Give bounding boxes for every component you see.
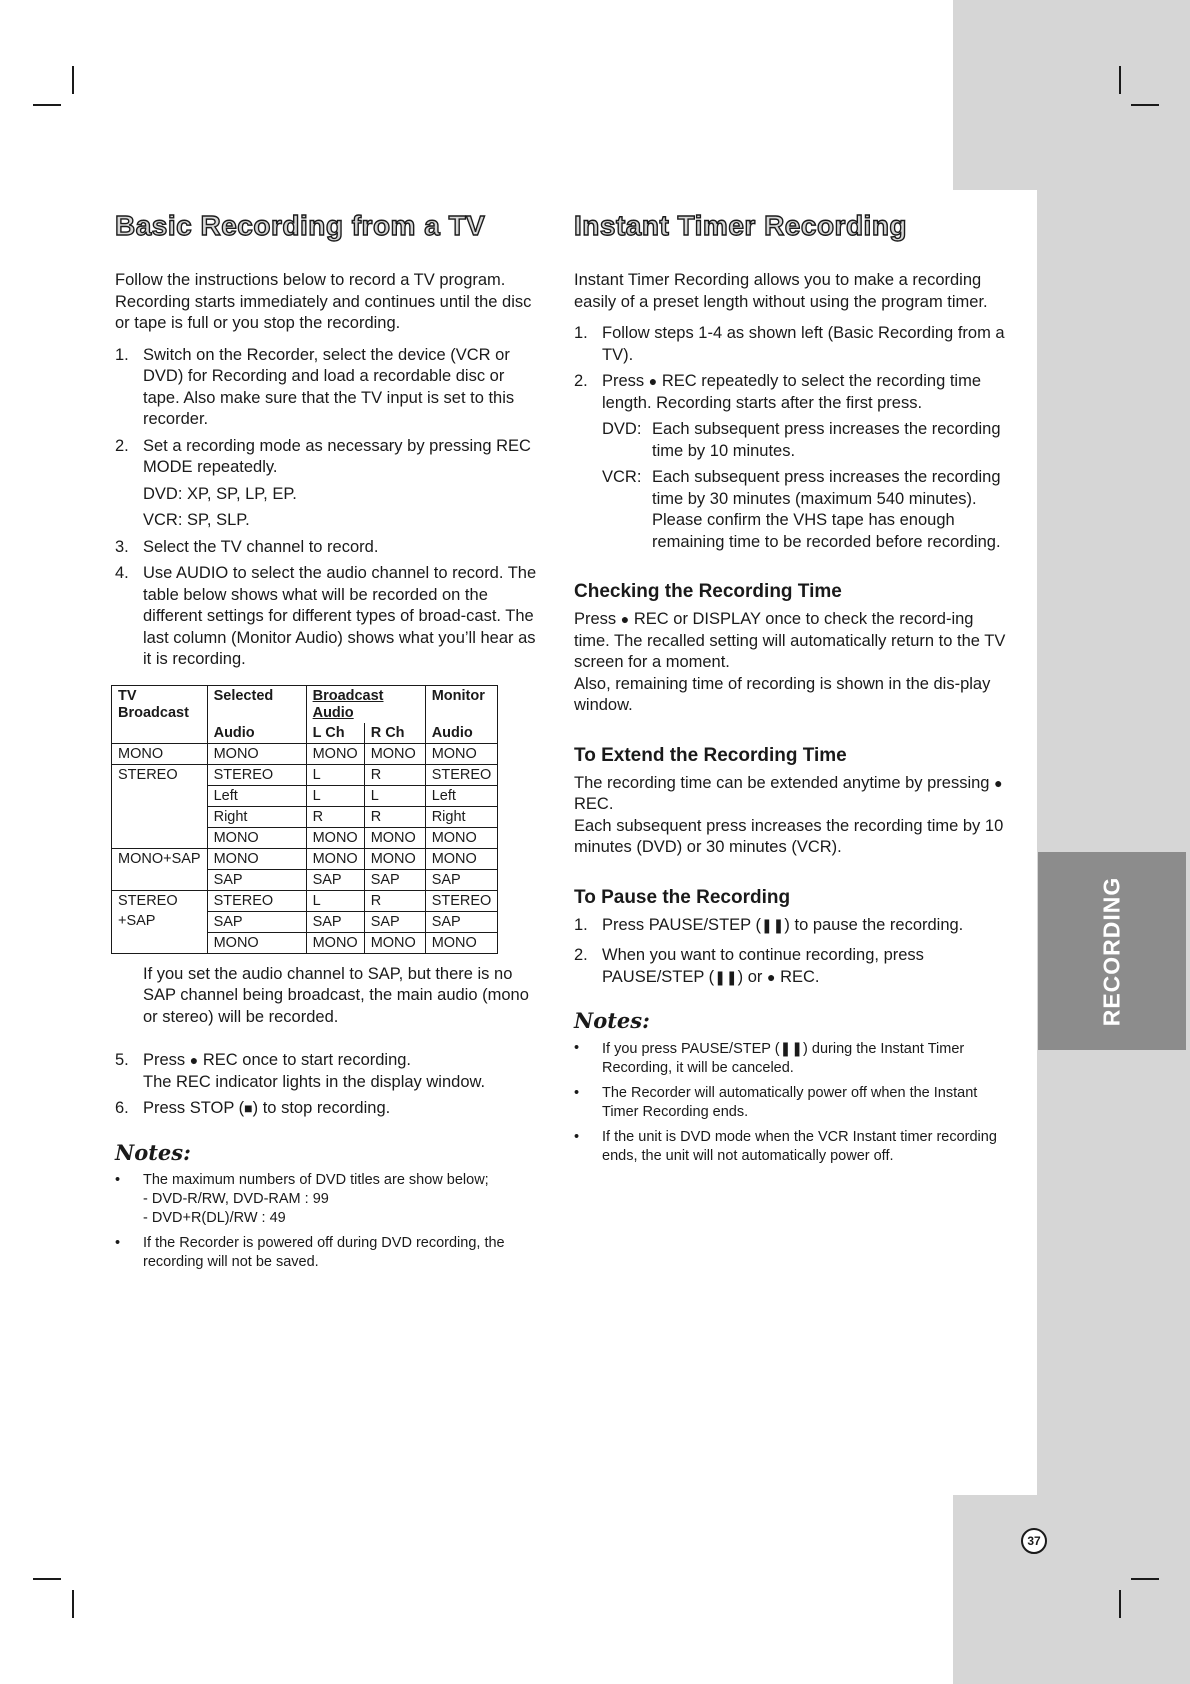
note-text: The maximum numbers of DVD titles are show below; — [143, 1171, 489, 1188]
table-header: Audio — [207, 723, 306, 744]
step-number: 1. — [115, 345, 129, 364]
step-text: Use AUDIO to select the audio channel to record. The table below shows what will be recorded on the different settings for different types of broad-cast. The last column (Monitor Audio) shows what you’ll hear as it is recording. — [143, 564, 537, 668]
table-cell: STEREO — [112, 890, 208, 911]
table-cell: L — [364, 785, 425, 806]
sidebar-band — [1037, 190, 1190, 1495]
table-cell — [112, 785, 208, 806]
text-part: REC. — [574, 795, 614, 813]
crop-mark — [33, 1578, 61, 1580]
table-row — [112, 932, 498, 953]
table-row — [112, 869, 498, 890]
table-header-text: Broadcast Audio — [312, 687, 384, 721]
section-title-basic-recording: Basic Recording from a TV — [115, 210, 486, 241]
step-text — [602, 945, 1006, 988]
step-text-part: ) or — [737, 967, 763, 986]
record-icon: ● — [994, 774, 1003, 791]
step-number: 2. — [115, 436, 129, 455]
note-text: If the Recorder is powered off during DVD recording, the recording will not be saved. — [143, 1234, 505, 1270]
mode-label: DVD: — [143, 484, 183, 503]
step-item — [574, 323, 1006, 366]
notes-list — [115, 1171, 545, 1272]
mode-dvd — [143, 484, 545, 506]
steps-list — [574, 915, 1006, 989]
table-row — [112, 785, 498, 806]
table-cell — [112, 869, 208, 890]
table-header: Monitor — [425, 685, 498, 723]
step-number: 6. — [115, 1099, 129, 1117]
audio-channel-table — [111, 685, 498, 954]
table-cell: STEREO — [425, 890, 498, 911]
table-row — [112, 911, 498, 932]
table-cell: STEREO — [207, 890, 306, 911]
table-cell: MONO — [306, 743, 364, 764]
record-icon: ● — [189, 1052, 199, 1068]
mode-dvd — [602, 419, 1006, 462]
crop-mark — [1131, 104, 1159, 106]
table-cell: L — [306, 785, 364, 806]
table-cell: MONO — [207, 932, 306, 953]
table-cell: MONO — [364, 743, 425, 764]
crop-mark — [72, 66, 74, 94]
step-item — [115, 1050, 545, 1093]
table-cell: STEREO — [207, 764, 306, 785]
table-cell: SAP — [425, 869, 498, 890]
table-cell: STEREO — [425, 764, 498, 785]
table-cell: MONO — [364, 932, 425, 953]
table-cell: SAP — [364, 911, 425, 932]
table-row — [112, 764, 498, 785]
table-cell: MONO — [207, 743, 306, 764]
text-part: REC or DISPLAY once to check the record-ing time. The recalled setting will automatically return to the TV screen for a moment. — [574, 610, 1006, 671]
step-item — [115, 436, 545, 532]
table-cell: L — [306, 890, 364, 911]
note-text: The Recorder will automatically power off when the Instant Timer Recording ends. — [602, 1085, 978, 1120]
table-cell: MONO — [306, 932, 364, 953]
table-cell: STEREO — [112, 764, 208, 785]
mode-value: SP, SLP. — [187, 511, 250, 529]
step-text-part: REC repeatedly to select the recording time length. Recording starts after the first press. — [602, 372, 981, 412]
table-cell: L — [306, 764, 364, 785]
steps-list — [115, 345, 545, 671]
step-text: The REC indicator lights in the display window. — [143, 1072, 486, 1091]
table-cell: MONO — [112, 743, 208, 764]
table-row — [112, 743, 498, 764]
text-part: The recording time can be extended anytime by pressing — [574, 773, 990, 792]
steps-list — [115, 1050, 545, 1120]
pause-icon: ❚❚ — [779, 1040, 804, 1056]
step-text-part: Press STOP ( — [143, 1099, 245, 1117]
step-item — [115, 1098, 545, 1120]
table-cell: MONO — [306, 848, 364, 869]
subheading-checking: Checking the Recording Time — [574, 581, 842, 602]
table-header: L Ch — [306, 723, 364, 744]
step-text: Switch on the Recorder, select the device (VCR or DVD) for Recording and load a recordable disc or tape. Also make sure that the TV input is set to this recorder. — [143, 345, 515, 428]
table-header: TV Broadcast — [112, 685, 208, 723]
notes-list — [574, 1039, 1006, 1166]
step-number: 5. — [115, 1051, 129, 1069]
table-cell: Right — [425, 806, 498, 827]
table-cell: MONO — [425, 827, 498, 848]
table-body — [112, 743, 498, 953]
step-number: 4. — [115, 564, 129, 582]
table-header — [306, 685, 425, 723]
table-cell: SAP — [364, 869, 425, 890]
pause-icon: ❚❚ — [760, 916, 785, 933]
table-cell: MONO — [425, 932, 498, 953]
section-tab-label: RECORDING — [1098, 876, 1125, 1026]
mode-label: DVD: — [602, 420, 642, 438]
mode-value: Each subsequent press increases the recording time by 30 minutes (maximum 540 minutes). Please confirm the VHS tape has enough remaining time to be recorded before recording. — [652, 468, 1001, 551]
step-item — [574, 945, 1006, 988]
table-cell — [112, 827, 208, 848]
note-item — [574, 1084, 1006, 1122]
step-number: 1. — [574, 915, 588, 934]
sidebar-band-top — [953, 0, 1190, 190]
crop-mark — [33, 104, 61, 106]
table-cell: SAP — [207, 911, 306, 932]
right-column — [574, 210, 1006, 1172]
note-item — [574, 1039, 1006, 1078]
sap-note: If you set the audio channel to SAP, but there is no SAP channel being broadcast, the main audio (mono or stereo) will be recorded. — [143, 964, 529, 1026]
table-cell: R — [364, 806, 425, 827]
table-cell: SAP — [306, 911, 364, 932]
step-text: Follow steps 1-4 as shown left (Basic Recording from a TV). — [602, 324, 1005, 364]
table-cell: Right — [207, 806, 306, 827]
note-text: If the unit is DVD mode when the VCR Instant timer recording ends, the unit will not automatically power off. — [602, 1129, 997, 1164]
table-cell: Left — [207, 785, 306, 806]
paragraph: Also, remaining time of recording is shown in the dis-play window. — [574, 674, 991, 714]
intro-paragraph: Follow the instructions below to record a TV program. Recording starts immediately and continues until the disc or tape is full or you stop the recording. — [115, 271, 532, 332]
step-text-part: ) to pause the recording. — [784, 915, 964, 934]
step-text: Set a recording mode as necessary by pressing REC MODE repeatedly. — [143, 436, 531, 476]
table-cell: MONO+SAP — [112, 848, 208, 869]
note-item — [115, 1171, 545, 1228]
mode-label: VCR: — [602, 468, 642, 486]
intro-paragraph: Instant Timer Recording allows you to make a recording easily of a preset length without using the program timer. — [574, 271, 988, 311]
step-number: 3. — [115, 537, 129, 556]
table-cell: SAP — [207, 869, 306, 890]
notes-title: Notes: — [115, 1139, 191, 1165]
text-part: Press — [574, 610, 617, 628]
table-cell: SAP — [425, 911, 498, 932]
step-number: 1. — [574, 324, 588, 342]
crop-mark — [1131, 1578, 1159, 1580]
bullet: • — [574, 1129, 580, 1145]
table-row — [112, 848, 498, 869]
section-title-instant-timer: Instant Timer Recording — [574, 210, 908, 241]
step-item — [574, 371, 1006, 553]
step-item — [115, 563, 545, 671]
left-column — [115, 210, 545, 1278]
table-cell — [112, 806, 208, 827]
record-icon: ● — [767, 968, 776, 985]
table-cell: R — [306, 806, 364, 827]
table-header: R Ch — [364, 723, 425, 744]
bullet: • — [574, 1040, 580, 1056]
table-cell: MONO — [364, 848, 425, 869]
stop-icon: ■ — [244, 1100, 253, 1116]
notes-title: Notes: — [574, 1008, 650, 1033]
step-item — [115, 345, 545, 431]
step-text-part: When you want to continue recording, press PAUSE/STEP ( — [602, 946, 924, 986]
note-text: - DVD-R/RW, DVD-RAM : 99 — [143, 1190, 329, 1207]
table-cell: MONO — [364, 827, 425, 848]
step-number: 2. — [574, 946, 588, 964]
step-text-part: ) to stop recording. — [252, 1099, 391, 1117]
page-number: 37 — [1021, 1528, 1047, 1554]
table-cell: R — [364, 890, 425, 911]
section-tab — [1038, 852, 1186, 1050]
table-cell: R — [364, 764, 425, 785]
bullet: • — [574, 1085, 580, 1101]
mode-value: Each subsequent press increases the recording time by 10 minutes. — [652, 420, 1001, 460]
steps-list — [574, 323, 1006, 553]
table-header — [112, 723, 208, 744]
subheading-extend: To Extend the Recording Time — [574, 744, 847, 766]
table-row — [112, 827, 498, 848]
table-cell: Left — [425, 785, 498, 806]
step-text: Select the TV channel to record. — [143, 537, 379, 556]
table-row — [112, 890, 498, 911]
paragraph — [574, 773, 1006, 816]
step-text — [602, 371, 1006, 414]
table-cell: MONO — [425, 743, 498, 764]
table-cell: MONO — [207, 827, 306, 848]
note-item — [115, 1234, 545, 1272]
note-text — [602, 1039, 1006, 1078]
record-icon: ● — [648, 373, 658, 389]
sidebar-band-bottom — [953, 1495, 1190, 1684]
note-item — [574, 1128, 1006, 1166]
crop-mark — [1119, 66, 1121, 94]
crop-mark — [1119, 1590, 1121, 1618]
pause-icon: ❚❚ — [714, 968, 738, 985]
step-text-part: Press — [143, 1051, 186, 1069]
note-text-part: ) during the Instant Timer Recording, it will be canceled. — [602, 1041, 965, 1076]
table-header: Selected — [207, 685, 306, 723]
subheading-pause: To Pause the Recording — [574, 886, 791, 908]
crop-mark — [72, 1590, 74, 1618]
paragraph: Each subsequent press increases the recording time by 10 minutes (DVD) or 30 minutes (VCR). — [574, 816, 1004, 856]
note-text: - DVD+R(DL)/RW : 49 — [143, 1209, 286, 1226]
step-text-part: REC once to start recording. — [202, 1051, 412, 1069]
step-text-part: REC. — [780, 967, 820, 986]
step-text — [143, 1050, 545, 1072]
table-cell: MONO — [425, 848, 498, 869]
mode-vcr — [602, 467, 1006, 553]
record-icon: ● — [620, 611, 630, 627]
table-cell: MONO — [207, 848, 306, 869]
bullet: • — [115, 1234, 121, 1251]
table-cell — [112, 932, 208, 953]
mode-value: XP, SP, LP, EP. — [187, 484, 297, 503]
table-cell: SAP — [306, 869, 364, 890]
note-text-part: If you press PAUSE/STEP ( — [602, 1041, 780, 1057]
table-cell: +SAP — [112, 911, 208, 932]
bullet: • — [115, 1171, 121, 1188]
paragraph — [574, 609, 1006, 674]
step-text-part: Press — [602, 372, 645, 390]
mode-vcr — [143, 510, 545, 532]
mode-label: VCR: — [143, 511, 183, 529]
table-cell: MONO — [306, 827, 364, 848]
step-text-part: Press PAUSE/STEP ( — [602, 915, 761, 934]
step-item — [574, 915, 1006, 937]
step-text — [602, 915, 1006, 937]
table-row — [112, 806, 498, 827]
step-item — [115, 537, 545, 559]
step-text — [143, 1098, 545, 1120]
table-header: Audio — [425, 723, 498, 744]
step-number: 2. — [574, 372, 588, 390]
